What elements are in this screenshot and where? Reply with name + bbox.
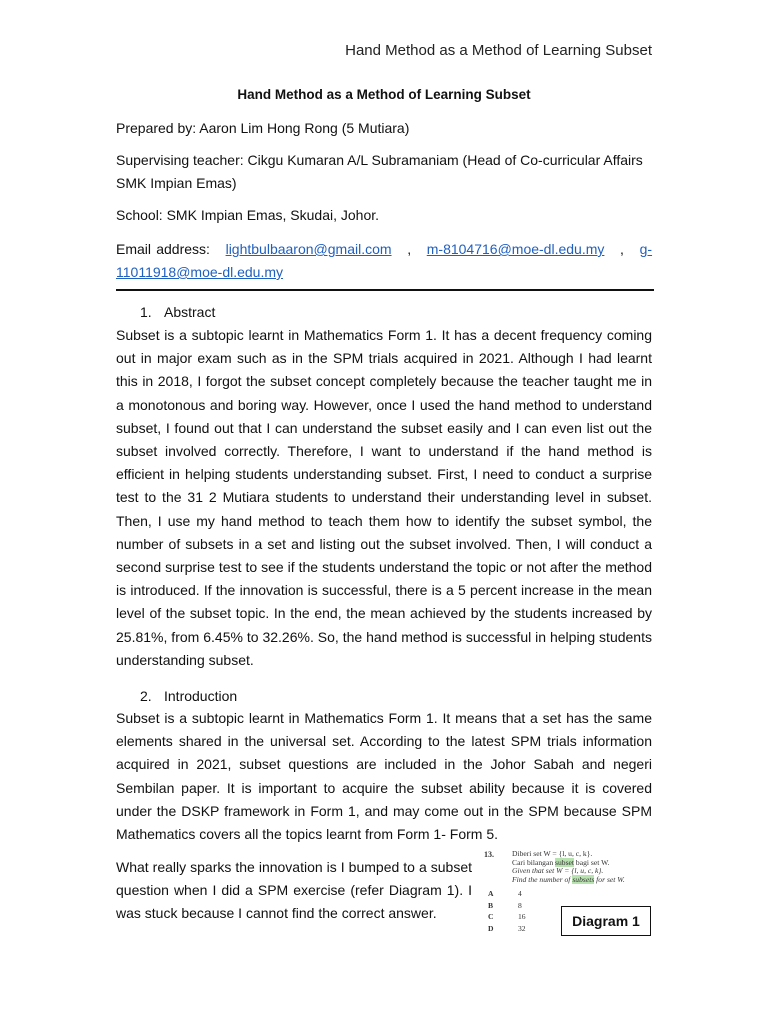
running-header: Hand Method as a Method of Learning Subset (345, 42, 652, 59)
answer-option: D 32 (488, 923, 526, 933)
abstract-paragraph: Subset is a subtopic learnt in Mathematics Form 1. It has a decent frequency coming out in major exam such as in the SPM trials acquired in 2021. Although I had learnt this in 2018, I forgot the subset concept completely because the teacher taught me in a monotonous and boring way. However, once I used the hand method to understand subset, I found out that I can understand the subset easily and I can even list out the subset involved correctly. Therefore, I want to understand if the hand method is efficient in helping students understanding subset. First, I need to conduct a surprise test to the 31 2 Mutiara students to understand their understanding level in subset. Then, I use my hand method to teach them how to identify the subset symbol, the number of subsets in a set and listing out the subset involved. Then, I will conduct a second surprise test to see if the students understand the topic or not after the method is introduced. If the innovation is successful, there is a 5 percent increase in the mean level of the subset topic. In the end, the mean achieved by the students increased by 25.81%, from 6.45% to 32.26%. So, the hand method is successful in helping students understanding subset. (116, 327, 652, 668)
email-separator: , (620, 241, 624, 257)
answer-option: B 8 (488, 900, 522, 910)
section-title: Abstract (164, 304, 216, 320)
question-line-malay-1: Diberi set W = {l, u, c, k}. (512, 849, 593, 858)
section-title: Introduction (164, 688, 238, 704)
introduction-paragraph: Subset is a subtopic learnt in Mathematics Form 1. It means that a set has the same elements shared in the universal set. According to the latest SPM trials information acquired in 2021, subset questions are included in the Johor Sabah and negeri Sembilan paper. It is important to acquire the subset ability because it is covered under the DSKP framework in Form 1, and may come out in the SPM because SPM Mathematics covers all the topics learnt from Form 1- Form 5. (116, 710, 652, 843)
question-line-malay-2: Cari bilangan subset bagi set W. (512, 857, 610, 867)
answer-options (488, 888, 526, 934)
question-line-english-1: Given that set W = {l, u, c, k}. (512, 866, 604, 875)
section-heading-introduction (140, 688, 237, 704)
diagram-1-label: Diagram 1 (561, 906, 651, 936)
prepared-by: Prepared by: Aaron Lim Hong Rong (5 Mutiara) (116, 120, 410, 136)
document-title: Hand Method as a Method of Learning Subset (237, 87, 531, 102)
email-label: Email address: (116, 241, 210, 257)
section-number: 1. (140, 304, 152, 320)
answer-option: C 16 (488, 912, 526, 921)
question-text (512, 850, 625, 884)
email-separator: , (407, 241, 412, 257)
question-line-english-2: Find the number of subsets for set W. (512, 874, 625, 884)
email-link-2[interactable]: m-8104716@moe-dl.edu.my (426, 241, 605, 257)
header-divider (116, 289, 654, 291)
section-number: 2. (140, 688, 152, 704)
email-link-3[interactable]: g-11011918@moe-dl.edu.my (116, 241, 653, 280)
email-addresses (116, 238, 652, 284)
supervising-teacher: Supervising teacher: Cikgu Kumaran A/L Subramaniam (Head of Co-curricular Affairs SMK Impian Emas) (116, 152, 643, 191)
section-heading-abstract (140, 304, 215, 320)
highlight: subset (555, 857, 575, 867)
highlight: subsets (572, 874, 595, 884)
question-number: 13. (484, 850, 494, 859)
school: School: SMK Impian Emas, Skudai, Johor. (116, 207, 380, 223)
email-link-1[interactable]: lightbulbaaron@gmail.com (225, 241, 392, 257)
answer-option: A 4 (488, 889, 522, 898)
introduction-paragraph-2: What really sparks the innovation is I bumped to a subset question when I did a SPM exercise (refer Diagram 1). I was stuck because I cannot find the correct answer. (116, 859, 472, 922)
